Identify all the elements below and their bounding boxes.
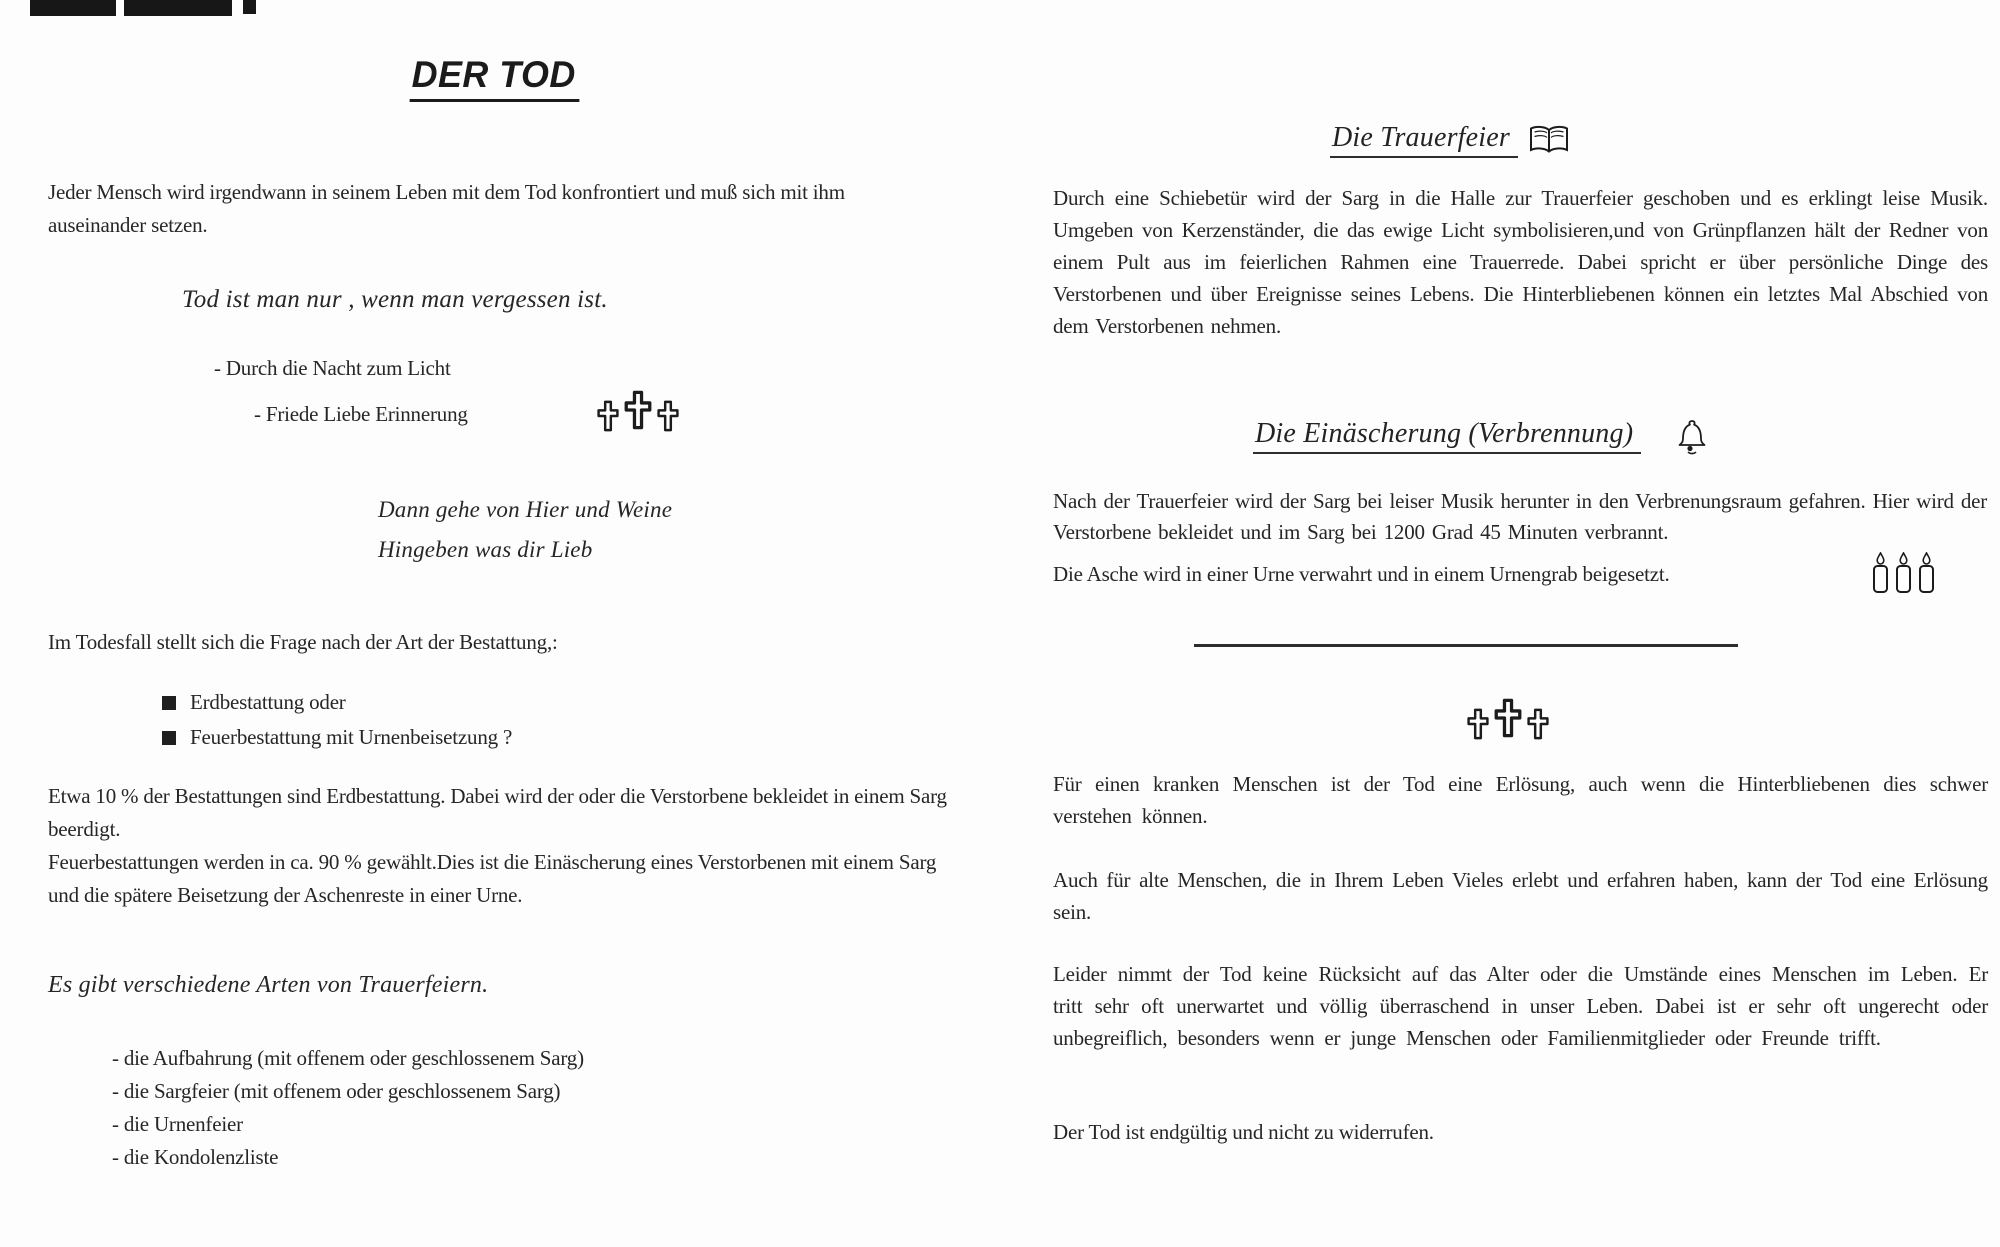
funeral-types-heading: Es gibt verschiedene Arten von Trauerfeiern. (48, 972, 489, 998)
burial-stats-block (48, 780, 958, 912)
page-title: DER TOD (410, 54, 580, 102)
burial-option (162, 686, 346, 719)
quote-line: Tod ist man nur , wenn man vergessen ist. (182, 286, 608, 313)
square-bullet-icon (162, 696, 176, 710)
scan-artifact (30, 0, 116, 16)
closing-paragraph-3: Leider nimmt der Tod keine Rücksicht auf das Alter oder die Umstände eines Menschen im Leben. Er tritt sehr oft unerwartet und völlig überraschend in unser Leben. Dabei ist er sehr oft ungerecht oder unbegreiflich, besonders wenn er junge Menschen oder Familienmitglieder oder Freunde trifft. (1053, 962, 1988, 1050)
candle-icons (1872, 552, 1935, 594)
closing-paragraph-1: Für einen kranken Menschen ist der Tod eine Erlösung, auch wenn die Hinterbliebenen dies schwer verstehen können. (1053, 772, 1988, 828)
square-bullet-icon (162, 731, 176, 745)
funeral-type-item: - die Kondolenzliste (112, 1145, 279, 1169)
cross-icon (656, 400, 680, 432)
section1-heading: Die Trauerfeier (1330, 122, 1518, 158)
funeral-type-item: - die Aufbahrung (mit offenem oder geschlossenem Sarg) (112, 1046, 584, 1070)
burial-question: Im Todesfall stellt sich die Frage nach der Art der Bestattung,: (48, 630, 558, 654)
open-book-icon (1528, 124, 1570, 156)
cross-icons (596, 390, 680, 432)
funeral-type-item: - die Urnenfeier (112, 1112, 243, 1136)
burial-stats-paragraph-2: Feuerbestattungen werden in ca. 90 % gewählt.Dies ist die Einäscherung eines Verstorbenen mit einem Sarg und die spätere Beisetzung der Aschenreste in einer Urne. (48, 850, 937, 907)
candle-icon (1872, 552, 1889, 594)
option-label: Feuerbestattung mit Urnenbeisetzung ? (190, 725, 513, 749)
motto-line-1: - Durch die Nacht zum Licht (214, 356, 451, 380)
funeral-type-item: - die Sargfeier (mit offenem oder geschlossenem Sarg) (112, 1079, 561, 1103)
scan-artifact (243, 0, 256, 14)
section2-heading: Die Einäscherung (Verbrennung) (1253, 418, 1641, 454)
cross-icon (1493, 698, 1523, 738)
cross-icon (1466, 708, 1490, 740)
poem-line-2: Hingeben was dir Lieb (378, 537, 593, 562)
section1-heading-row (1330, 122, 1570, 158)
bell-icon (1675, 418, 1709, 456)
burial-option (162, 721, 512, 754)
cross-icon (1526, 708, 1550, 740)
intro-paragraph: Jeder Mensch wird irgendwann in seinem Leben mit dem Tod konfrontiert und muß sich mit ihm auseinander setzen. (48, 180, 845, 237)
ashes-line: Die Asche wird in einer Urne verwahrt und in einem Urnengrab beigesetzt. (1053, 562, 1670, 586)
burial-stats-paragraph-1: Etwa 10 % der Bestattungen sind Erdbestattung. Dabei wird der oder die Verstorbene bekleidet in einem Sarg beerdigt. (48, 784, 947, 841)
page-title-wrap (345, 54, 645, 102)
funeral-types-list (112, 1042, 584, 1174)
scan-artifact (124, 0, 232, 16)
cross-icon (623, 390, 653, 430)
divider-line (1194, 644, 1738, 647)
option-label: Erdbestattung oder (190, 690, 346, 714)
poem-block (378, 490, 672, 570)
section2-heading-row (1253, 418, 1709, 456)
poem-line-1: Dann gehe von Hier und Weine (378, 497, 673, 522)
candle-icon (1895, 552, 1912, 594)
section1-paragraph: Durch eine Schiebetür wird der Sarg in die Halle zur Trauerfeier geschoben und es erklingt leise Musik. Umgeben von Kerzenständer, die das ewige Licht symbolisieren,und von Grünpflanzen hält der Redner von einem Pult aus im feierlichen Rahmen eine Trauerrede. Dabei spricht er über persönliche Dinge des Verstorbenen und über Ereignisse seines Lebens. Die Hinterbliebenen können ein letztes Mal Abschied von dem Verstorbenen nehmen. (1053, 186, 1988, 338)
cross-icon (596, 400, 620, 432)
cross-icons (1466, 698, 1550, 740)
closing-paragraph-4: Der Tod ist endgültig und nicht zu widerrufen. (1053, 1120, 1434, 1144)
closing-paragraph-2: Auch für alte Menschen, die in Ihrem Leben Vieles erlebt und erfahren haben, kann der Tod eine Erlösung sein. (1053, 868, 1988, 924)
motto-line-2: - Friede Liebe Erinnerung (254, 402, 468, 426)
candle-icon (1918, 552, 1935, 594)
section2-paragraph: Nach der Trauerfeier wird der Sarg bei leiser Musik herunter in den Verbrenungsraum gefahren. Hier wird der Verstorbene bekleidet und im Sarg bei 1200 Grad 45 Minuten verbrannt. (1053, 489, 1988, 544)
